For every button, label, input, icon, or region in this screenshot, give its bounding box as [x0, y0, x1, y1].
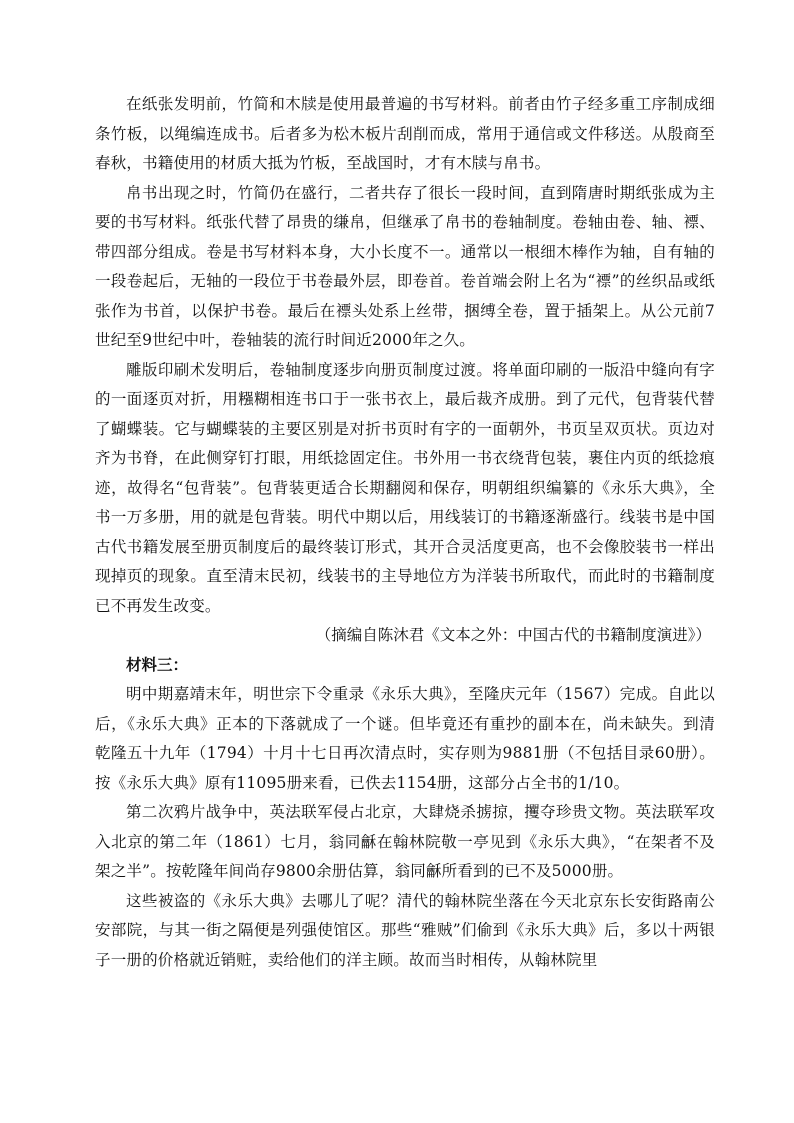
paragraph-opium-war: 第二次鸦片战争中，英法联军侵占北京，大肆烧杀掳掠，攫夺珍贵文物。英法联军攻入北京的第二年（1861）七月，翁同龢在翰林院敬一亭见到《永乐大典》，“在架者不及架之半”。按乾隆年间尚存9800余册估算，翁同龢所看到的已不及5000册。 [95, 803, 715, 880]
paragraph-stolen-volumes: 这些被盗的《永乐大典》去哪儿了呢？清代的翰林院坐落在今天北京东长安街路南公安部院，与其一街之隔便是列强使馆区。那些“雅贼”们偷到《永乐大典》后，多以十两银子一册的价格就近销赃，卖给他们的洋主顾。故而当时相传，从翰林院里 [95, 891, 715, 969]
paragraph-silk-scroll: 帛书出现之时，竹简仍在盛行，二者共存了很长一段时间，直到隋唐时期纸张成为主要的书写材料。纸张代替了昂贵的缣帛，但继承了帛书的卷轴制度。卷轴由卷、轴、褾、带四部分组成。卷是书写材料本身，大小长度不一。通常以一根细木棒作为轴，自有轴的一段卷起后，无轴的一段位于书卷最外层，即卷首。卷首端会附上名为“褾”的丝织品或纸张作为书首，以保护书卷。最后在褾头处系上丝带，捆缚全卷，置于插架上。从公元前7世纪至9世纪中叶，卷轴装的流行时间近2000年之久。 [95, 183, 715, 349]
material-three-heading: 材料三： [126, 655, 189, 674]
document-page [95, 90, 715, 975]
source-citation: （摘编自陈沐君《文本之外：中国古代的书籍制度演进》） [315, 626, 711, 644]
paragraph-woodblock-binding: 雕版印刷术发明后，卷轴制度逐步向册页制度过渡。将单面印刷的一版沿中缝向有字的一面逐页对折，用糨糊相连书口于一张书衣上，最后裁齐成册。到了元代，包背装代替了蝴蝶装。它与蝴蝶装的主要区别是对折书页时有字的一面朝外，书页呈双页状。页边对齐为书脊，在此侧穿钉打眼，用纸捻固定住。书外用一书衣绕背包装，裹住内页的纸捻痕迹，故得名“包背装”。包背装更适合长期翻阅和保存，明朝组织编纂的《永乐大典》，全书一万多册，用的就是包背装。明代中期以后，用线装订的书籍逐渐盛行。线装书是中国古代书籍发展至册页制度后的最终装订形式，其开合灵活度更高，也不会像胶装书一样出现掉页的现象。直至清末民初，线装书的主导地位方为洋装书所取代，而此时的书籍制度已不再发生改变。 [95, 360, 715, 615]
paragraph-yongle-recopy: 明中期嘉靖末年，明世宗下令重录《永乐大典》，至隆庆元年（1567）完成。自此以后，《永乐大典》正本的下落就成了一个谜。但毕竟还有重抄的副本在，尚未缺失。到清乾隆五十九年（1794）十月十七日再次清点时，实存则为9881册（不包括目录60册）。按《永乐大典》原有11095册来看，已佚去1154册，这部分占全书的1/10。 [95, 685, 715, 792]
paragraph-bamboo-slips: 在纸张发明前，竹简和木牍是使用最普遍的书写材料。前者由竹子经多重工序制成细条竹板，以绳编连成书。后者多为松木板片刮削而成，常用于通信或文件移送。从殷商至春秋，书籍使用的材质大抵为竹板，至战国时，才有木牍与帛书。 [95, 95, 715, 172]
